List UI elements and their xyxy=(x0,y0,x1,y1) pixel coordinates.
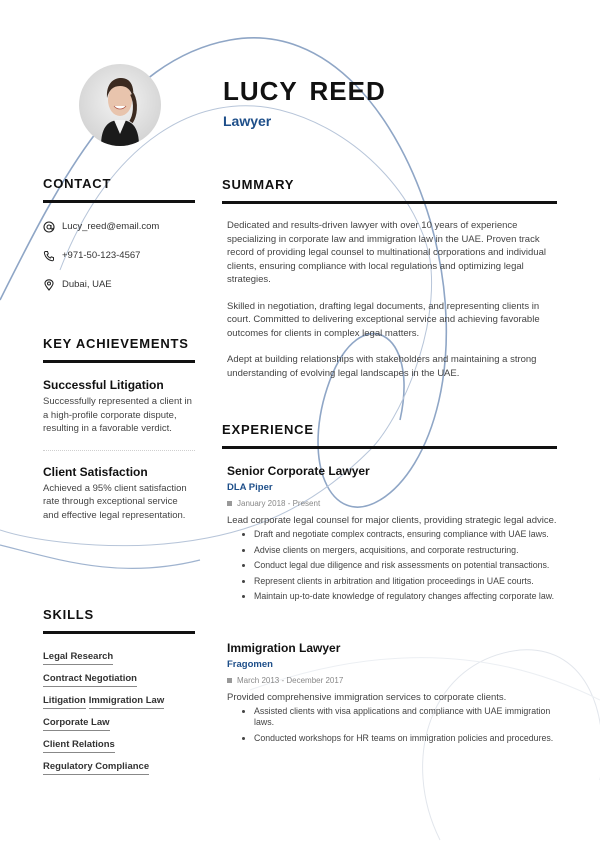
skills-section xyxy=(43,607,195,778)
job-bullet: • Assisted clients with visa applications and compliance with UAE immigration laws. xyxy=(254,706,557,729)
summary-heading: SUMMARY xyxy=(222,177,295,192)
contact-location xyxy=(43,270,195,299)
job-bullet: • Represent clients in arbitration and litigation proceedings in UAE courts. xyxy=(254,576,557,588)
phone-icon xyxy=(43,250,55,262)
job-bullet: • Advise clients on mergers, acquisitions, and corporate restructuring. xyxy=(254,545,557,557)
summary-paragraph: Adept at building relationships with stakeholders and maintaining a strong understanding of evolving legal landscapes in the UAE. xyxy=(227,354,537,379)
job-company: Fragomen xyxy=(227,658,273,670)
achievement-item xyxy=(43,378,195,436)
job-bullet: • Conducted workshops for HR teams on immigration policies and procedures. xyxy=(254,733,557,745)
job-dates xyxy=(227,499,557,508)
contact-email[interactable] xyxy=(43,212,195,241)
job-bullet: • Conduct legal due diligence and risk assessments on potential transactions. xyxy=(254,560,557,572)
summary-paragraph: Skilled in negotiation, drafting legal documents, and representing clients in court. Committed to delivering exceptional service and achieving favorable outcomes for clients in complex legal matters. xyxy=(227,300,540,339)
achievement-item xyxy=(43,465,195,523)
job-title: Senior Corporate Lawyer xyxy=(227,464,370,478)
job-company: DLA Piper xyxy=(227,482,273,493)
skill-tag: Regulatory Compliance xyxy=(43,761,149,775)
skill-tag: Contract Negotiation xyxy=(43,673,137,687)
job-bullet: • Draft and negotiate complex contracts, ensuring compliance with UAE laws. xyxy=(254,529,557,541)
experience-heading: EXPERIENCE xyxy=(222,422,314,437)
skill-tag: Litigation xyxy=(43,695,86,709)
location-pin-icon xyxy=(43,279,55,291)
job-bullet: • Maintain up-to-date knowledge of regulatory changes affecting corporate law. xyxy=(254,591,557,603)
skill-tag: Immigration Law xyxy=(89,695,164,709)
achievement-text: Successfully represented a client in a high-profile corporate dispute, resulting in a favorable verdict. xyxy=(43,396,192,434)
job-dates-text: January 2018 - Present xyxy=(237,499,321,508)
skill-tag: Corporate Law xyxy=(43,717,110,731)
job-entry xyxy=(222,641,557,745)
profile-photo xyxy=(79,64,161,146)
summary-section xyxy=(222,177,557,393)
achievements-section xyxy=(43,336,195,522)
job-title: Immigration Lawyer xyxy=(227,640,341,655)
contact-location-text: Dubai, UAE xyxy=(62,279,112,290)
skill-tag: Client Relations xyxy=(43,739,115,753)
person-portrait-icon xyxy=(79,64,161,146)
skills-heading: SKILLS xyxy=(43,607,95,622)
job-entry xyxy=(222,464,557,603)
candidate-name: LUCY REED xyxy=(223,76,386,106)
achievements-heading: KEY ACHIEVEMENTS xyxy=(43,336,189,351)
calendar-icon xyxy=(227,501,232,506)
job-dates xyxy=(227,676,557,685)
skill-tag: Legal Research xyxy=(43,651,113,665)
experience-section xyxy=(222,422,557,748)
summary-paragraph: Dedicated and results-driven lawyer with over 10 years of experience specializing in corporate law and immigration law in the UAE. Proven track record of providing legal counsel to multinational corporations and individual clients, ensuring compliance with local regulations and optimizing legal strategies. xyxy=(227,220,546,285)
achievement-title: Successful Litigation xyxy=(43,378,164,392)
at-icon xyxy=(43,221,55,233)
job-dates-text: March 2013 - December 2017 xyxy=(237,675,344,685)
calendar-icon xyxy=(227,678,232,683)
achievement-text: Achieved a 95% client satisfaction rate through exceptional service and effective legal representation. xyxy=(43,482,187,521)
contact-section xyxy=(43,176,195,299)
job-description: Lead corporate legal counsel for major clients, providing strategic legal advice. xyxy=(227,515,557,526)
job-description: Provided comprehensive immigration services to corporate clients. xyxy=(227,691,507,703)
candidate-role: Lawyer xyxy=(223,113,272,129)
job-bullets xyxy=(222,529,557,603)
contact-email-text: Lucy_reed@email.com xyxy=(62,221,160,232)
contact-phone[interactable] xyxy=(43,241,195,270)
contact-phone-text: +971-50-123-4567 xyxy=(62,250,141,261)
contact-heading: CONTACT xyxy=(43,176,112,191)
job-bullets xyxy=(222,706,557,745)
achievement-title: Client Satisfaction xyxy=(43,464,148,479)
dotted-divider xyxy=(43,450,195,451)
